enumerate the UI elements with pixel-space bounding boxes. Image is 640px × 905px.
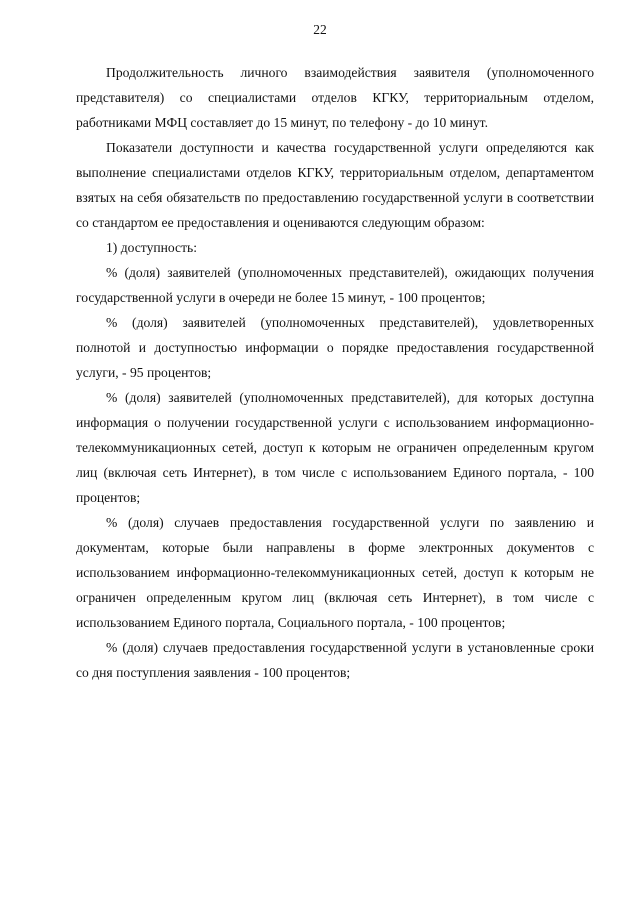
paragraph-online-information: % (доля) заявителей (уполномоченных представителей), для которых доступна информация о получении государственной услуги с использованием информационно-телекоммуникационных сетей, доступ к которым не ограничен определенным кругом лиц (включая сеть Интернет), в том числе с использованием Единого портала, - 100 процентов; [76,390,594,505]
paragraph-accessibility-heading: 1) доступность: [106,240,198,255]
paragraph-timely-service: % (доля) случаев предоставления государственной услуги в установленные сроки со дня поступления заявления - 100 процентов; [76,640,594,680]
paragraph-electronic-applications: % (доля) случаев предоставления государственной услуги по заявлению и документам, которые были направлены в форме электронных документов с использованием информационно-телекоммуникационных сетей, доступ к которым не ограничен определенным кругом лиц (включая сеть Интернет), в том числе с использованием Единого портала, Социального портала, - 100 процентов; [76,515,594,630]
paragraph-quality-indicators: Показатели доступности и качества государственной услуги определяются как выполнение специалистами отделов КГКУ, территориальным отделом, департаментом взятых на себя обязательств по предоставлению государственной услуги в соответствии со стандартом ее предоставления и оцениваются следующим образом: [76,140,594,230]
page-number: 22 [313,22,327,37]
paragraph-interaction-duration: Продолжительность личного взаимодействия заявителя (уполномоченного представителя) со специалистами отделов КГКУ, территориальным отделом, работниками МФЦ составляет до 15 минут, по телефону - до 10 минут. [76,65,594,130]
paragraph-information-satisfaction: % (доля) заявителей (уполномоченных представителей), удовлетворенных полнотой и доступностью информации о порядке предоставления государственной услуги, - 95 процентов; [76,315,594,380]
document-body [76,60,594,685]
paragraph-queue-wait: % (доля) заявителей (уполномоченных представителей), ожидающих получения государственной услуги в очереди не более 15 минут, - 100 процентов; [76,265,594,305]
